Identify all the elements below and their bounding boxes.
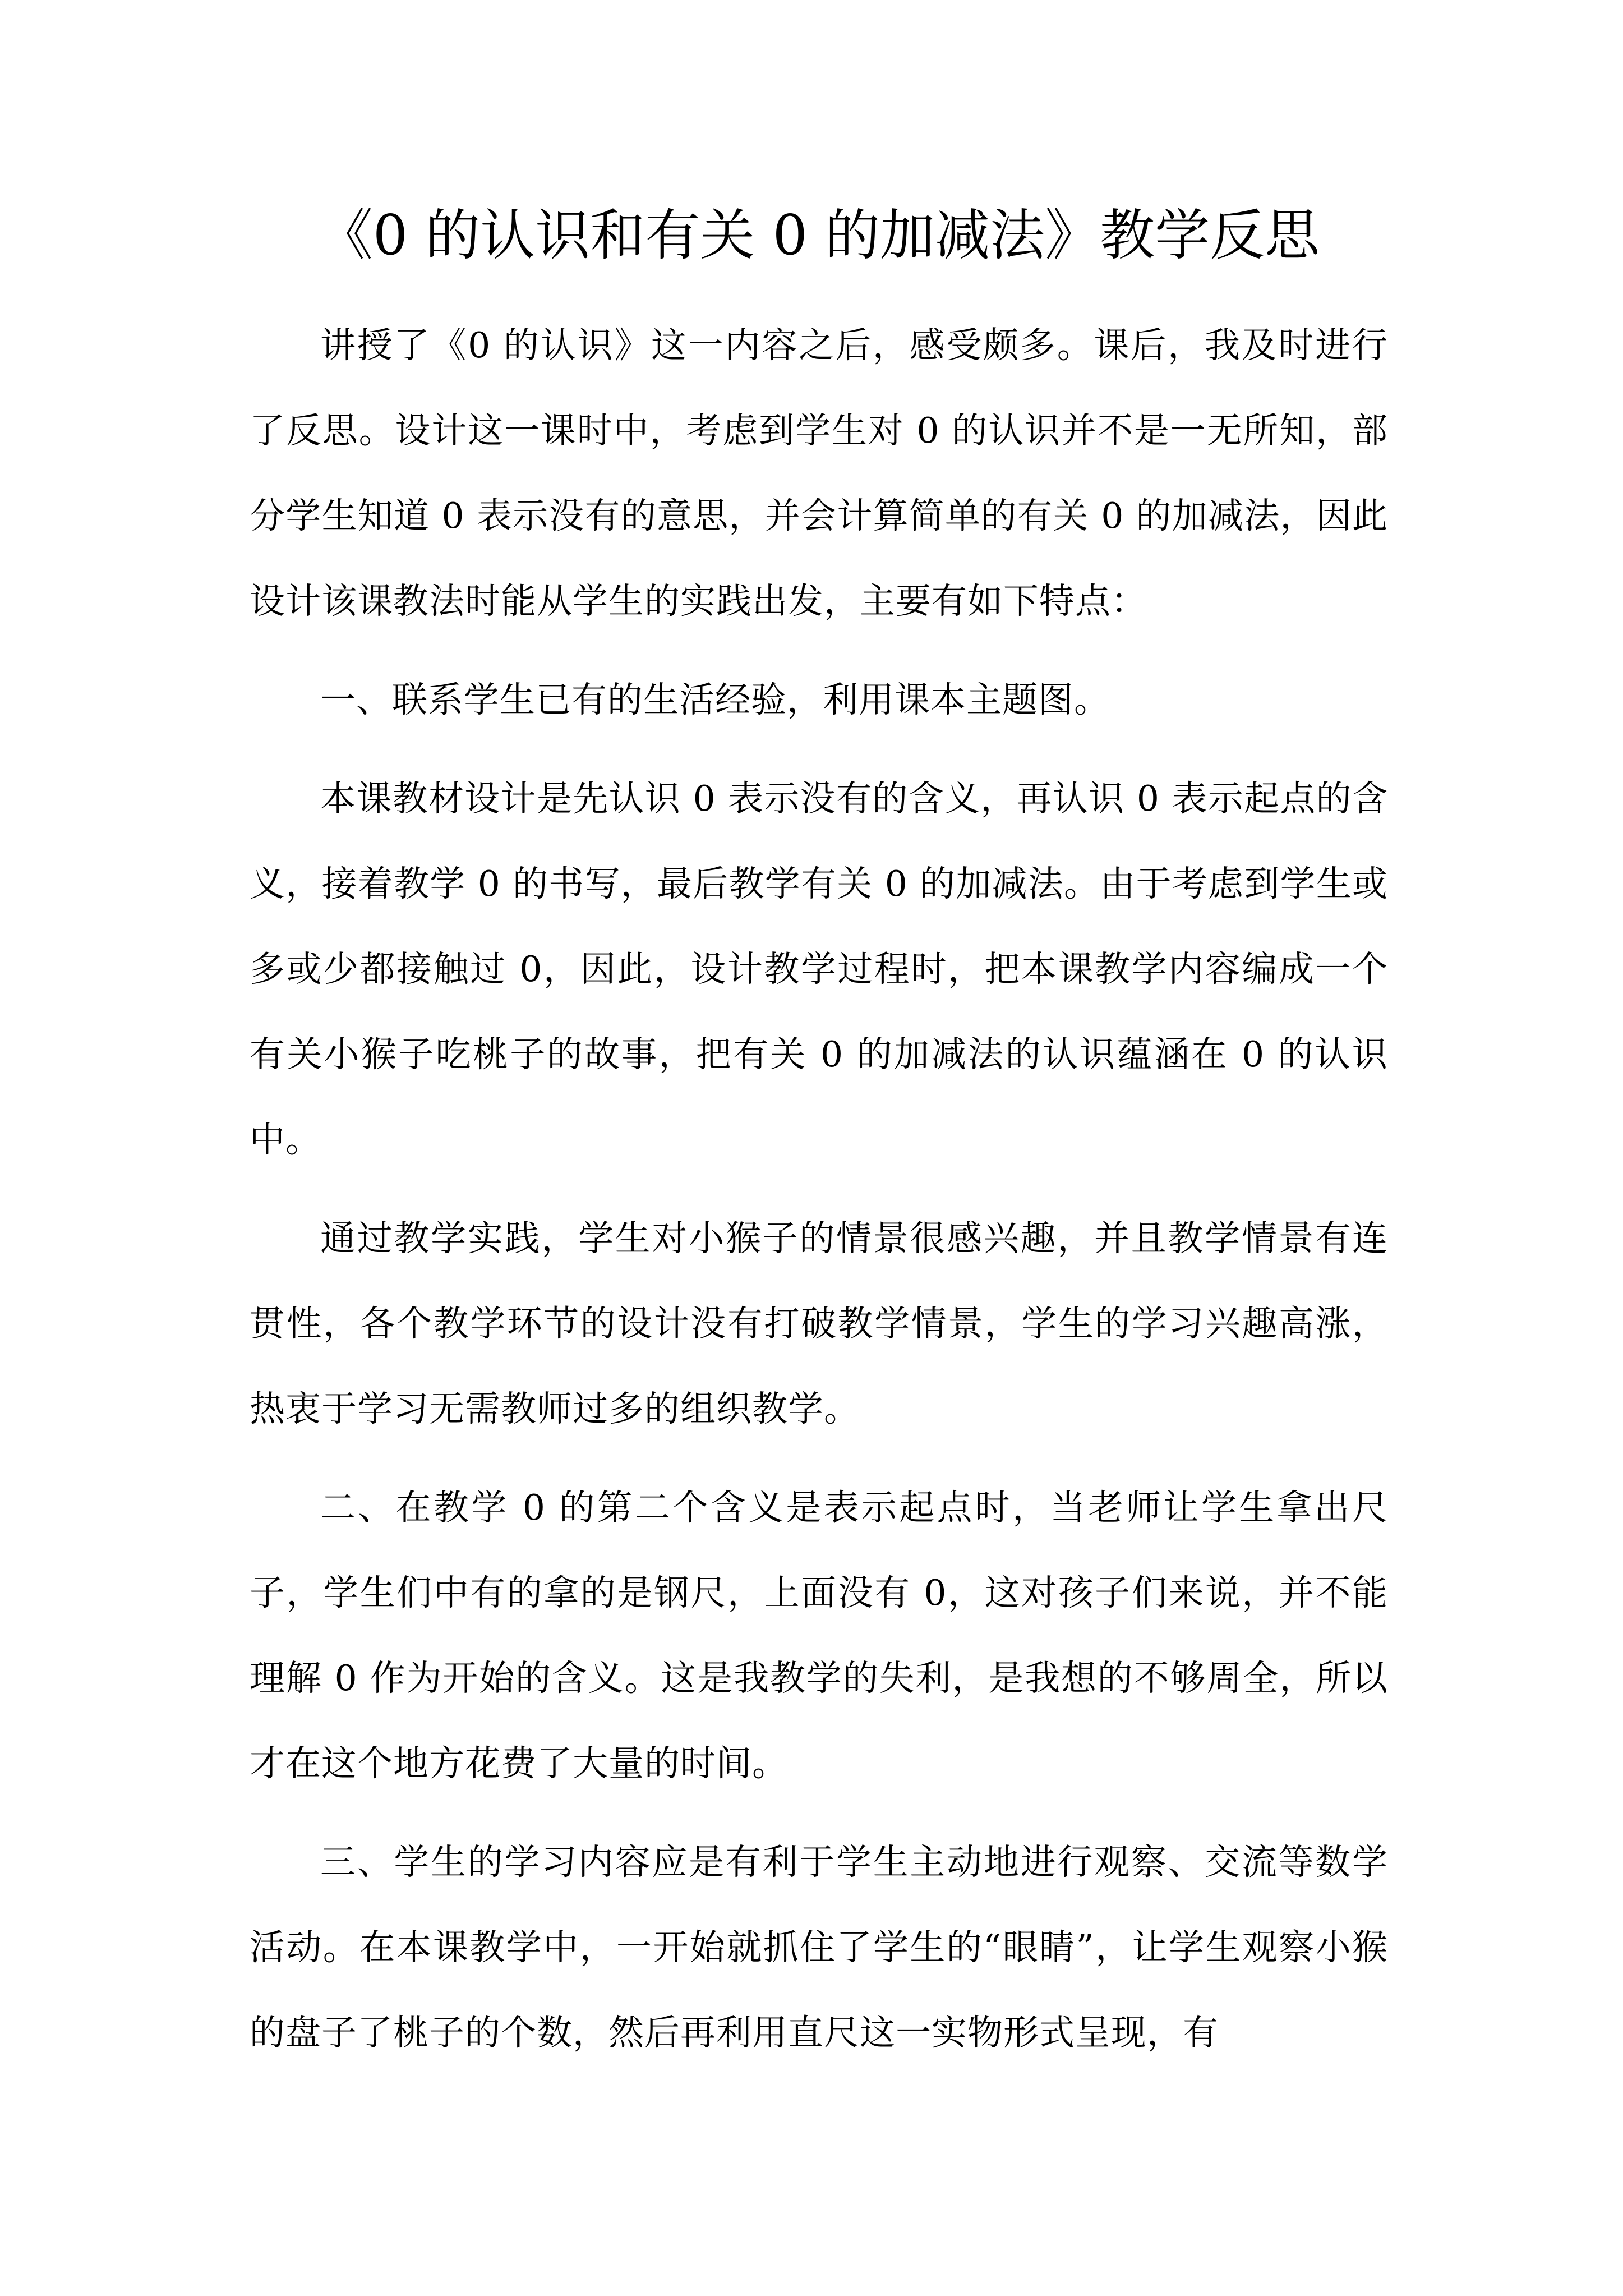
document-page: [250, 191, 1388, 2089]
document-title: 《0 的认识和有关 0 的加减法》教学反思: [317, 204, 1320, 268]
paragraph-point-three: 三、学生的学习内容应是有利于学生主动地进行观察、交流等数学活动。在本课教学中，一开始就抓住了学生的“眼睛”，让学生观察小猴的盘子了桃子的个数，然后再利用直尺这一实物形式呈现，有: [250, 1842, 1388, 2053]
paragraph-textbook-design: 本课教材设计是先认识 0 表示没有的含义，再认识 0 表示起点的含义，接着教学 0 的书写，最后教学有关 0 的加减法。由于考虑到学生或多或少都接触过 0，因此，设计教学过程时，把本课教学内容编成一个有关小猴子吃桃子的故事，把有关 0 的加减法的认识蕴涵在 0 的认识中。: [250, 778, 1388, 1160]
paragraph-practice-result: 通过教学实践，学生对小猴子的情景很感兴趣，并且教学情景有连贯性，各个教学环节的设计没有打破教学情景，学生的学习兴趣高涨，热衷于学习无需教师过多的组织教学。: [250, 1218, 1388, 1429]
paragraph-point-two: 二、在教学 0 的第二个含义是表示起点时，当老师让学生拿出尺子，学生们中有的拿的是钢尺，上面没有 0，这对孩子们来说，并不能理解 0 作为开始的含义。这是我教学的失利，是我想的不够周全，所以才在这个地方花费了大量的时间。: [250, 1487, 1388, 1784]
paragraph-point-one: 一、联系学生已有的生活经验，利用课本主题图。: [320, 679, 1110, 720]
paragraph-intro: 讲授了《0 的认识》这一内容之后，感受颇多。课后，我及时进行了反思。设计这一课时中，考虑到学生对 0 的认识并不是一无所知，部分学生知道 0 表示没有的意思，并会计算简单的有关 0 的加减法，因此设计该课教法时能从学生的实践出发，主要有如下特点：: [250, 325, 1388, 622]
